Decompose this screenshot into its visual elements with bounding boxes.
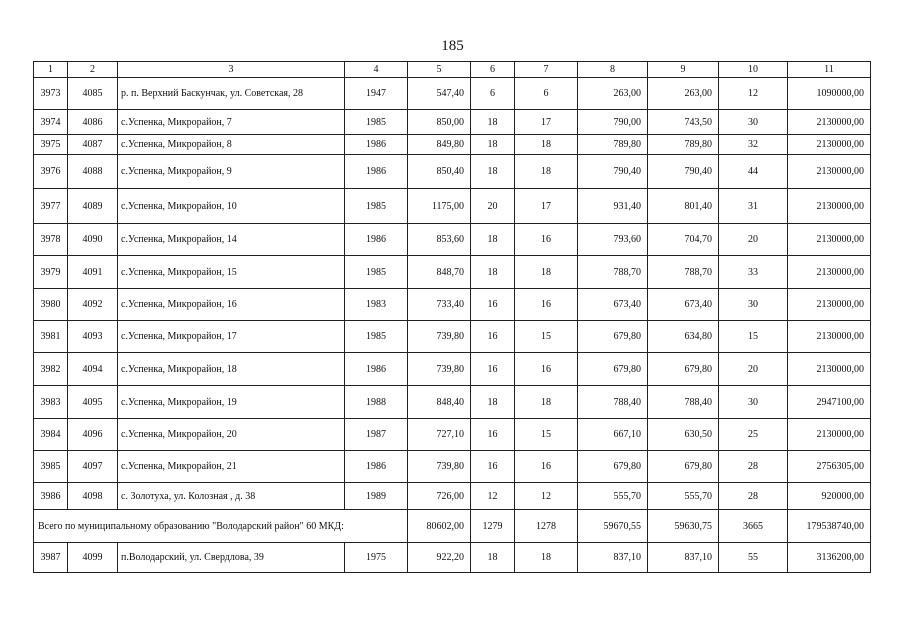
cell-object-id: 4089 [68, 189, 118, 224]
cell-year: 1947 [345, 78, 408, 110]
cell-area-living: 679,80 [578, 451, 648, 483]
cell-residents: 44 [719, 155, 788, 189]
cell-row-number: 3980 [34, 289, 68, 321]
cell-area-c9: 679,80 [648, 353, 719, 386]
table-row [34, 419, 871, 451]
cell-row-number: 3973 [34, 78, 68, 110]
cell-area-c9: 679,80 [648, 451, 719, 483]
cell-area-c9: 634,80 [648, 321, 719, 353]
cell-area-living: 837,10 [578, 543, 648, 573]
cell-cost: 2130000,00 [788, 189, 871, 224]
cell-c7: 16 [515, 224, 578, 256]
cell-residents: 31 [719, 189, 788, 224]
cell-area-living: 931,40 [578, 189, 648, 224]
cell-area-total: 739,80 [408, 321, 471, 353]
cell-area-c9: 801,40 [648, 189, 719, 224]
cell-cost: 2130000,00 [788, 224, 871, 256]
column-header-10: 10 [719, 62, 788, 78]
cell-address: с.Успенка, Микрорайон, 14 [118, 224, 345, 256]
column-header-9: 9 [648, 62, 719, 78]
cell-c6: 18 [471, 155, 515, 189]
cell-address: с.Успенка, Микрорайон, 21 [118, 451, 345, 483]
total-c7: 1278 [515, 510, 578, 543]
cell-area-living: 679,80 [578, 353, 648, 386]
column-header-4: 4 [345, 62, 408, 78]
cell-residents: 33 [719, 256, 788, 289]
cell-year: 1987 [345, 419, 408, 451]
cell-year: 1985 [345, 321, 408, 353]
cell-residents: 30 [719, 110, 788, 135]
column-header-11: 11 [788, 62, 871, 78]
cell-year: 1985 [345, 189, 408, 224]
cell-row-number: 3974 [34, 110, 68, 135]
cell-address: с.Успенка, Микрорайон, 7 [118, 110, 345, 135]
cell-c7: 18 [515, 135, 578, 155]
cell-c6: 16 [471, 321, 515, 353]
cell-area-total: 848,40 [408, 386, 471, 419]
cell-area-total: 739,80 [408, 451, 471, 483]
total-area-c9: 59630,75 [648, 510, 719, 543]
cell-address: с.Успенка, Микрорайон, 9 [118, 155, 345, 189]
cell-area-c9: 837,10 [648, 543, 719, 573]
cell-cost: 2130000,00 [788, 256, 871, 289]
cell-c6: 12 [471, 483, 515, 510]
cell-row-number: 3987 [34, 543, 68, 573]
cell-row-number: 3984 [34, 419, 68, 451]
cell-c6: 18 [471, 256, 515, 289]
cell-address: с.Успенка, Микрорайон, 17 [118, 321, 345, 353]
cell-residents: 15 [719, 321, 788, 353]
cell-object-id: 4087 [68, 135, 118, 155]
cell-address: с.Успенка, Микрорайон, 15 [118, 256, 345, 289]
cell-area-total: 1175,00 [408, 189, 471, 224]
cell-area-c9: 790,40 [648, 155, 719, 189]
cell-area-total: 726,00 [408, 483, 471, 510]
cell-area-living: 555,70 [578, 483, 648, 510]
table-row [34, 483, 871, 510]
cell-c6: 16 [471, 353, 515, 386]
cell-area-living: 263,00 [578, 78, 648, 110]
table-row [34, 135, 871, 155]
cell-year: 1988 [345, 386, 408, 419]
cell-object-id: 4092 [68, 289, 118, 321]
cell-cost: 920000,00 [788, 483, 871, 510]
cell-c6: 16 [471, 419, 515, 451]
cell-residents: 12 [719, 78, 788, 110]
cell-c7: 16 [515, 451, 578, 483]
total-label: Всего по муниципальному образованию "Володарский район" 60 МКД: [34, 510, 408, 543]
cell-area-living: 790,00 [578, 110, 648, 135]
total-c6: 1279 [471, 510, 515, 543]
total-row [34, 510, 871, 543]
table-row [34, 155, 871, 189]
cell-area-c9: 743,50 [648, 110, 719, 135]
cell-year: 1985 [345, 110, 408, 135]
cell-row-number: 3977 [34, 189, 68, 224]
table-row [34, 321, 871, 353]
header-row [34, 62, 871, 78]
cell-c6: 18 [471, 543, 515, 573]
cell-address: с.Успенка, Микрорайон, 8 [118, 135, 345, 155]
cell-residents: 25 [719, 419, 788, 451]
cell-object-id: 4086 [68, 110, 118, 135]
cell-area-c9: 630,50 [648, 419, 719, 451]
cell-year: 1986 [345, 224, 408, 256]
column-header-8: 8 [578, 62, 648, 78]
cell-c6: 16 [471, 289, 515, 321]
cell-year: 1985 [345, 256, 408, 289]
cell-area-total: 733,40 [408, 289, 471, 321]
total-area-total: 80602,00 [408, 510, 471, 543]
cell-area-living: 667,10 [578, 419, 648, 451]
cell-area-total: 848,70 [408, 256, 471, 289]
cell-c6: 18 [471, 224, 515, 256]
cell-year: 1975 [345, 543, 408, 573]
cell-object-id: 4096 [68, 419, 118, 451]
cell-area-living: 673,40 [578, 289, 648, 321]
cell-c7: 16 [515, 353, 578, 386]
cell-year: 1983 [345, 289, 408, 321]
cell-c6: 16 [471, 451, 515, 483]
cell-address: с.Успенка, Микрорайон, 20 [118, 419, 345, 451]
cell-area-c9: 263,00 [648, 78, 719, 110]
cell-residents: 20 [719, 224, 788, 256]
cell-area-c9: 789,80 [648, 135, 719, 155]
cell-area-total: 922,20 [408, 543, 471, 573]
cell-area-total: 739,80 [408, 353, 471, 386]
cell-object-id: 4088 [68, 155, 118, 189]
table-row [34, 353, 871, 386]
cell-year: 1986 [345, 135, 408, 155]
cell-row-number: 3976 [34, 155, 68, 189]
cell-residents: 30 [719, 386, 788, 419]
cell-object-id: 4097 [68, 451, 118, 483]
cell-cost: 2130000,00 [788, 353, 871, 386]
cell-object-id: 4098 [68, 483, 118, 510]
table-row [34, 386, 871, 419]
cell-residents: 30 [719, 289, 788, 321]
cell-address: с.Успенка, Микрорайон, 10 [118, 189, 345, 224]
cell-area-total: 727,10 [408, 419, 471, 451]
cell-object-id: 4091 [68, 256, 118, 289]
cell-residents: 28 [719, 483, 788, 510]
table-row [34, 256, 871, 289]
column-header-5: 5 [408, 62, 471, 78]
cell-c7: 12 [515, 483, 578, 510]
cell-c7: 18 [515, 543, 578, 573]
column-header-3: 3 [118, 62, 345, 78]
cell-area-total: 850,40 [408, 155, 471, 189]
cell-c6: 18 [471, 386, 515, 419]
cell-cost: 3136200,00 [788, 543, 871, 573]
table-row [34, 78, 871, 110]
cell-c7: 6 [515, 78, 578, 110]
cell-residents: 28 [719, 451, 788, 483]
table-body [34, 78, 871, 573]
page-number: 185 [441, 38, 464, 54]
cell-area-living: 793,60 [578, 224, 648, 256]
cell-c7: 16 [515, 289, 578, 321]
cell-area-total: 850,00 [408, 110, 471, 135]
cell-c6: 18 [471, 135, 515, 155]
cell-year: 1986 [345, 451, 408, 483]
cell-cost: 2130000,00 [788, 419, 871, 451]
cell-c7: 17 [515, 110, 578, 135]
cell-cost: 2130000,00 [788, 135, 871, 155]
cell-row-number: 3981 [34, 321, 68, 353]
cell-area-living: 789,80 [578, 135, 648, 155]
cell-area-total: 853,60 [408, 224, 471, 256]
cell-cost: 2130000,00 [788, 155, 871, 189]
table-header [34, 62, 871, 78]
column-header-6: 6 [471, 62, 515, 78]
cell-cost: 1090000,00 [788, 78, 871, 110]
table-row [34, 289, 871, 321]
cell-area-c9: 555,70 [648, 483, 719, 510]
cell-object-id: 4094 [68, 353, 118, 386]
total-cost: 179538740,00 [788, 510, 871, 543]
cell-cost: 2130000,00 [788, 110, 871, 135]
cell-c6: 18 [471, 110, 515, 135]
cell-row-number: 3983 [34, 386, 68, 419]
cell-area-c9: 704,70 [648, 224, 719, 256]
cell-object-id: 4095 [68, 386, 118, 419]
cell-object-id: 4085 [68, 78, 118, 110]
cell-c7: 18 [515, 256, 578, 289]
cell-c7: 15 [515, 321, 578, 353]
cell-area-living: 788,40 [578, 386, 648, 419]
cell-c7: 18 [515, 155, 578, 189]
table-row [34, 451, 871, 483]
cell-c7: 17 [515, 189, 578, 224]
cell-address: р. п. Верхний Баскунчак, ул. Советская, 28 [118, 78, 345, 110]
cell-cost: 2130000,00 [788, 321, 871, 353]
cell-address: п.Володарский, ул. Свердлова, 39 [118, 543, 345, 573]
cell-row-number: 3978 [34, 224, 68, 256]
cell-area-c9: 788,40 [648, 386, 719, 419]
cell-area-living: 679,80 [578, 321, 648, 353]
cell-row-number: 3985 [34, 451, 68, 483]
cell-object-id: 4093 [68, 321, 118, 353]
cell-residents: 32 [719, 135, 788, 155]
cell-c7: 18 [515, 386, 578, 419]
cell-year: 1986 [345, 353, 408, 386]
cell-c7: 15 [515, 419, 578, 451]
cell-residents: 55 [719, 543, 788, 573]
total-area-living: 59670,55 [578, 510, 648, 543]
cell-object-id: 4090 [68, 224, 118, 256]
cell-address: с.Успенка, Микрорайон, 19 [118, 386, 345, 419]
column-header-7: 7 [515, 62, 578, 78]
column-header-2: 2 [68, 62, 118, 78]
table-row [34, 189, 871, 224]
cell-cost: 2130000,00 [788, 289, 871, 321]
cell-area-total: 849,80 [408, 135, 471, 155]
cell-cost: 2756305,00 [788, 451, 871, 483]
register-table [33, 61, 871, 573]
cell-year: 1989 [345, 483, 408, 510]
column-header-1: 1 [34, 62, 68, 78]
cell-residents: 20 [719, 353, 788, 386]
cell-row-number: 3982 [34, 353, 68, 386]
cell-area-living: 790,40 [578, 155, 648, 189]
table-row [34, 543, 871, 573]
cell-row-number: 3986 [34, 483, 68, 510]
cell-address: с. Золотуха, ул. Колозная , д. 38 [118, 483, 345, 510]
cell-cost: 2947100,00 [788, 386, 871, 419]
total-residents: 3665 [719, 510, 788, 543]
cell-area-total: 547,40 [408, 78, 471, 110]
cell-row-number: 3975 [34, 135, 68, 155]
cell-object-id: 4099 [68, 543, 118, 573]
cell-area-c9: 673,40 [648, 289, 719, 321]
cell-address: с.Успенка, Микрорайон, 18 [118, 353, 345, 386]
cell-c6: 20 [471, 189, 515, 224]
cell-area-c9: 788,70 [648, 256, 719, 289]
cell-year: 1986 [345, 155, 408, 189]
cell-address: с.Успенка, Микрорайон, 16 [118, 289, 345, 321]
cell-c6: 6 [471, 78, 515, 110]
table-row [34, 110, 871, 135]
cell-area-living: 788,70 [578, 256, 648, 289]
table-row [34, 224, 871, 256]
cell-row-number: 3979 [34, 256, 68, 289]
